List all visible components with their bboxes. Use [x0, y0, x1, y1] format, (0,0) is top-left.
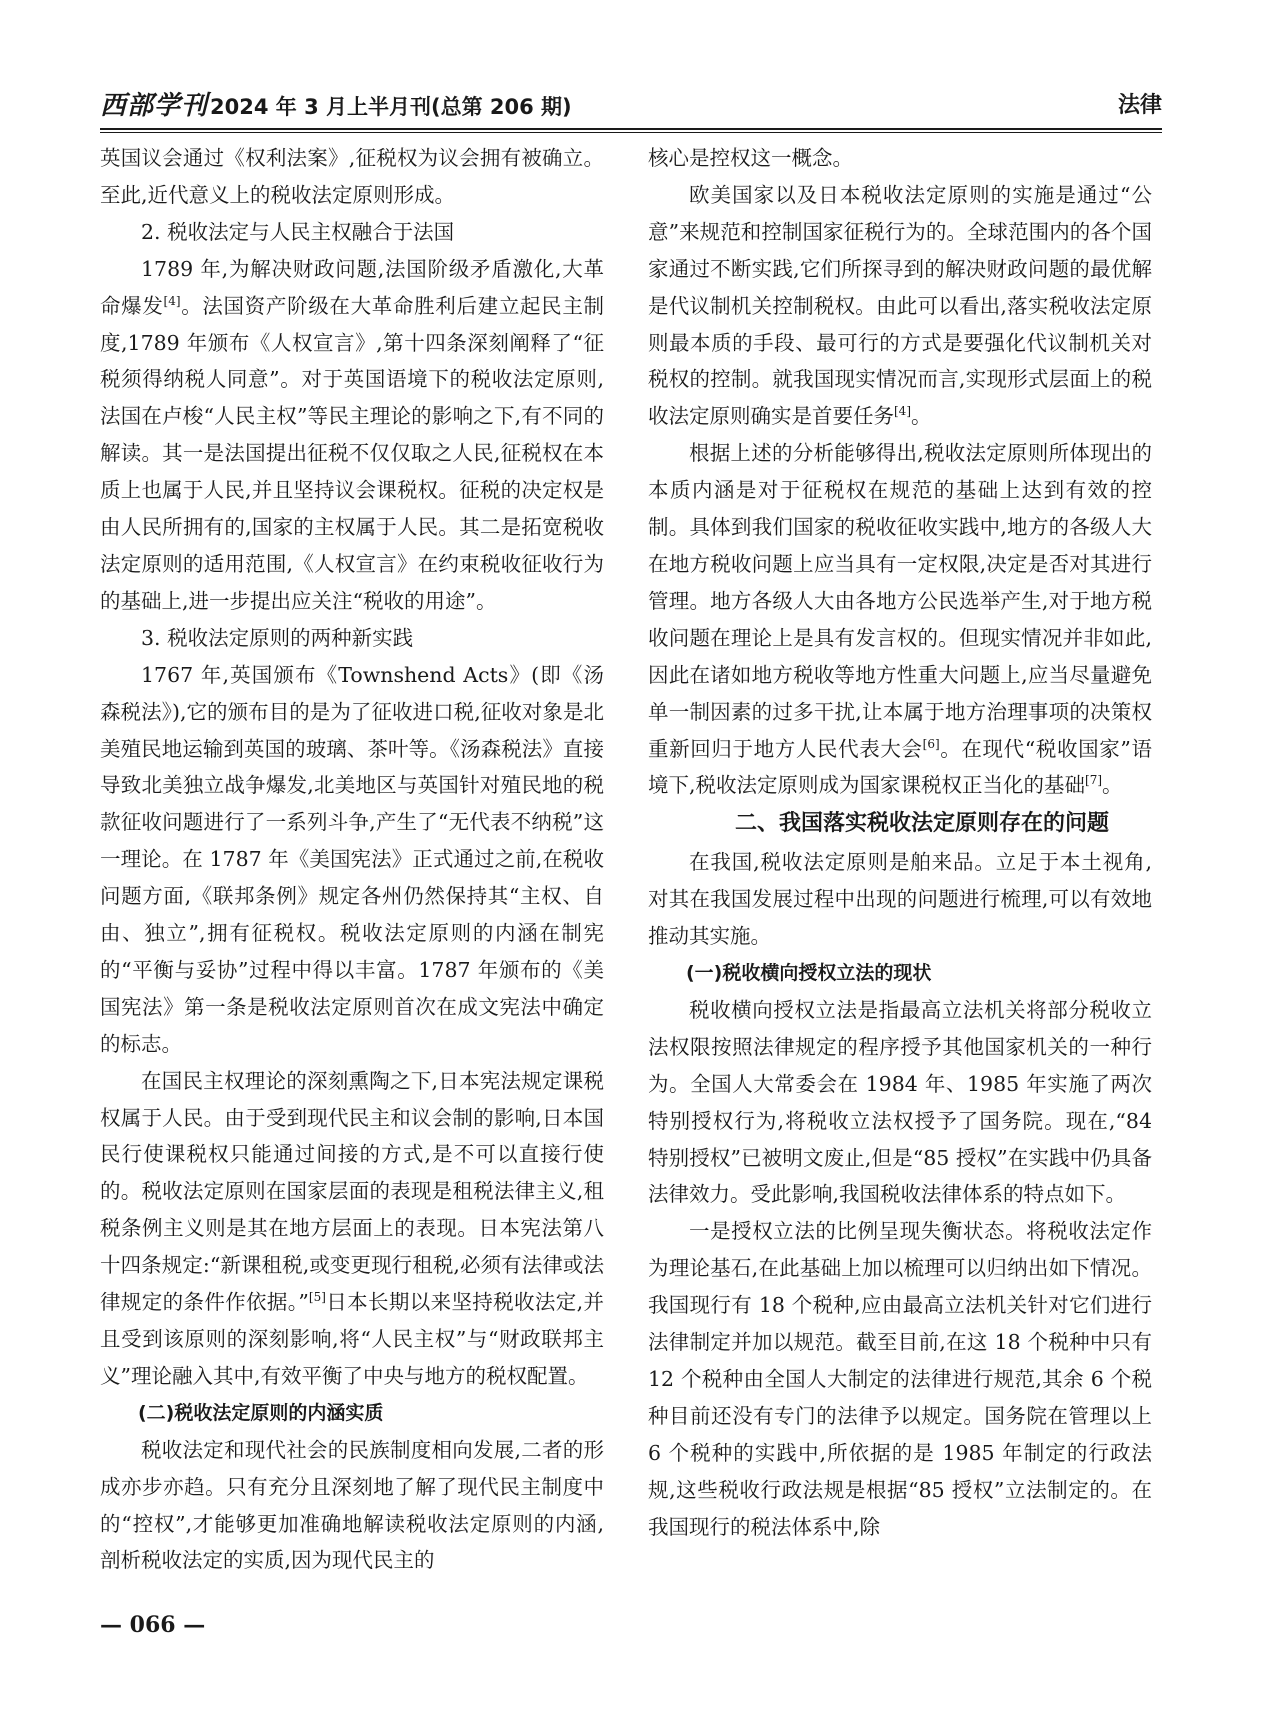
section-heading: (一)税收横向授权立法的现状 [686, 962, 932, 985]
header-rule [100, 128, 1162, 130]
subsection-heading: 2. 税收法定与人民主权融合于法国 [141, 219, 455, 244]
section-heading: (二)税收法定原则的内涵实质 [138, 1401, 384, 1424]
left-column [100, 140, 604, 1579]
paragraph: 一是授权立法的比例呈现失衡状态。将税收法定作为理论基石,在此基础上加以梳理可以归纳出如下情况。我国现行有 18 个税种,应由最高立法机关针对它们进行法律制定并加以规范。截至目前,在这 18 个税种中只有 12 个税种由全国人大制定的法律进行规范,其余 6 个税种目前还没有专门的法律予以规定。国务院在管理以上 6 个税种的实践中,所依据的是 1985 年制定的行政法规,这些税收行政法规是根据“85 授权”立法制定的。在我国现行的税法体系中,除 [648, 1219, 1152, 1539]
running-header [100, 88, 1162, 128]
journal-logo: 西部学刊 [100, 91, 209, 121]
paragraph-text: 。 [911, 404, 932, 429]
paragraph [648, 177, 1152, 435]
citation-ref: [4] [894, 404, 911, 419]
right-column [648, 140, 1152, 1546]
page-number: — 066 — [100, 1612, 206, 1638]
paragraph-text: 。在现代“税收国家”语境下,税收法定原则成为国家课税权正当化的基础 [648, 736, 1153, 798]
subsection-heading: 3. 税收法定原则的两种新实践 [141, 625, 414, 650]
issue-info: 2024 年 3 月上半月刊(总第 206 期) [210, 95, 572, 119]
paragraph: 核心是控权这一概念。 [648, 146, 853, 170]
paragraph: 税收横向授权立法是指最高立法机关将部分税收立法权限按照法律规定的程序授予其他国家机关的一种行为。全国人大常委会在 1984 年、1985 年实施了两次特别授权行为,将税收立法权授予了国务院。现在,“84 特别授权”已被明文废止,但是“85 授权”在实践中仍具备法律效力。受此影响,我国税收法律体系的特点如下。 [648, 997, 1152, 1207]
paragraph-text: 在国民主权理论的深刻熏陶之下,日本宪法规定课税权属于人民。由于受到现代民主和议会制的影响,日本国民行使课税权只能通过间接的方式,是不可以直接行使的。税收法定原则在国家层面的表现是租税法律主义,租税条例主义则是其在地方层面上的表现。日本宪法第八十四条规定:“新课租税,或变更现行租税,必须有法律或法律规定的条件作依据。” [100, 1068, 604, 1315]
citation-ref: [6] [922, 736, 940, 751]
paragraph-text: 日本长期以来坚持税收法定,并且受到该原则的深刻影响,将“人民主权”与“财政联邦主义”理论融入其中,有效平衡了中央与地方的税权配置。 [100, 1290, 605, 1388]
chapter-heading: 二、我国落实税收法定原则存在的问题 [734, 811, 1109, 837]
journal-issue-line [100, 88, 572, 125]
citation-ref: [7] [1085, 773, 1103, 788]
paragraph-text: 欧美国家以及日本税收法定原则的实施是通过“公意”来规范和控制国家征税行为的。全球范围内的各个国家通过不断实践,它们所探寻到的解决财政问题的最优解是代议制机关控制税权。由此可以看出,落实税收法定原则最本质的手段、最可行的方式是要强化代议制机关对税权的控制。就我国现实情况而言,实现形式层面上的税收法定原则确实是首要任务 [648, 182, 1152, 429]
paragraph: 英国议会通过《权利法案》,征税权为议会拥有被确立。至此,近代意义上的税收法定原则形成。 [100, 146, 604, 207]
paragraph-text: 根据上述的分析能够得出,税收法定原则所体现出的本质内涵是对于征税权在规范的基础上达到有效的控制。具体到我们国家的税收征收实践中,地方的各级人大在地方税收问题上应当具有一定权限,决定是否对其进行管理。地方各级人大由各地方公民选举产生,对于地方税收问题在理论上是具有发言权的。但现实情况并非如此,因此在诸如地方税收等地方性重大问题上,应当尽量避免单一制因素的过多干扰,让本属于地方治理事项的决策权重新回归于地方人民代表大会 [648, 441, 1152, 761]
paragraph: 1767 年,英国颁布《Townshend Acts》(即《汤森税法》),它的颁布目的是为了征收进口税,征收对象是北美殖民地运输到英国的玻璃、茶叶等。《汤森税法》直接导致北美独立战争爆发,北美地区与英国针对殖民地的税款征收问题进行了一系列斗争,产生了“无代表不纳税”这一理论。在 1787 年《美国宪法》正式通过之前,在税收问题方面,《联邦条例》规定各州仍然保持其“主权、自由、独立”,拥有征税权。税收法定原则的内涵在制宪的“平衡与妥协”过程中得以丰富。1787 年颁布的《美国宪法》第一条是税收法定原则首次在成文宪法中确定的标志。 [100, 662, 604, 1056]
paragraph [100, 1063, 604, 1395]
citation-ref: [4] [163, 293, 181, 308]
paragraph [648, 435, 1152, 804]
section-label: 法律 [1117, 93, 1162, 118]
citation-ref: [5] [308, 1290, 326, 1305]
paragraph-text: 1789 年,为解决财政问题,法国阶级矛盾激化,大革命爆发 [100, 256, 604, 318]
header-rule-thin [100, 132, 1162, 133]
paragraph-text: 。 [1102, 773, 1123, 798]
paragraph: 税收法定和现代社会的民族制度相向发展,二者的形成亦步亦趋。只有充分且深刻地了解了现代民主制度中的“控权”,才能够更加准确地解读税收法定原则的内涵,剖析税收法定的实质,因为现代民主的 [100, 1437, 604, 1573]
paragraph-text: 。法国资产阶级在大革命胜利后建立起民主制度,1789 年颁布《人权宣言》,第十四条深刻阐释了“征税须得纳税人同意”。对于英国语境下的税收法定原则,法国在卢梭“人民主权”等民主理论的影响之下,有不同的解读。其一是法国提出征税不仅仅取之人民,征税权在本质上也属于人民,并且坚持议会课税权。征税的决定权是由人民所拥有的,国家的主权属于人民。其二是拓宽税收法定原则的适用范围,《人权宣言》在约束税收征收行为的基础上,进一步提出应关注“税收的用途”。 [100, 293, 605, 613]
paragraph [100, 251, 604, 620]
paragraph: 在我国,税收法定原则是舶来品。立足于本土视角,对其在我国发展过程中出现的问题进行梳理,可以有效地推动其实施。 [648, 850, 1152, 949]
